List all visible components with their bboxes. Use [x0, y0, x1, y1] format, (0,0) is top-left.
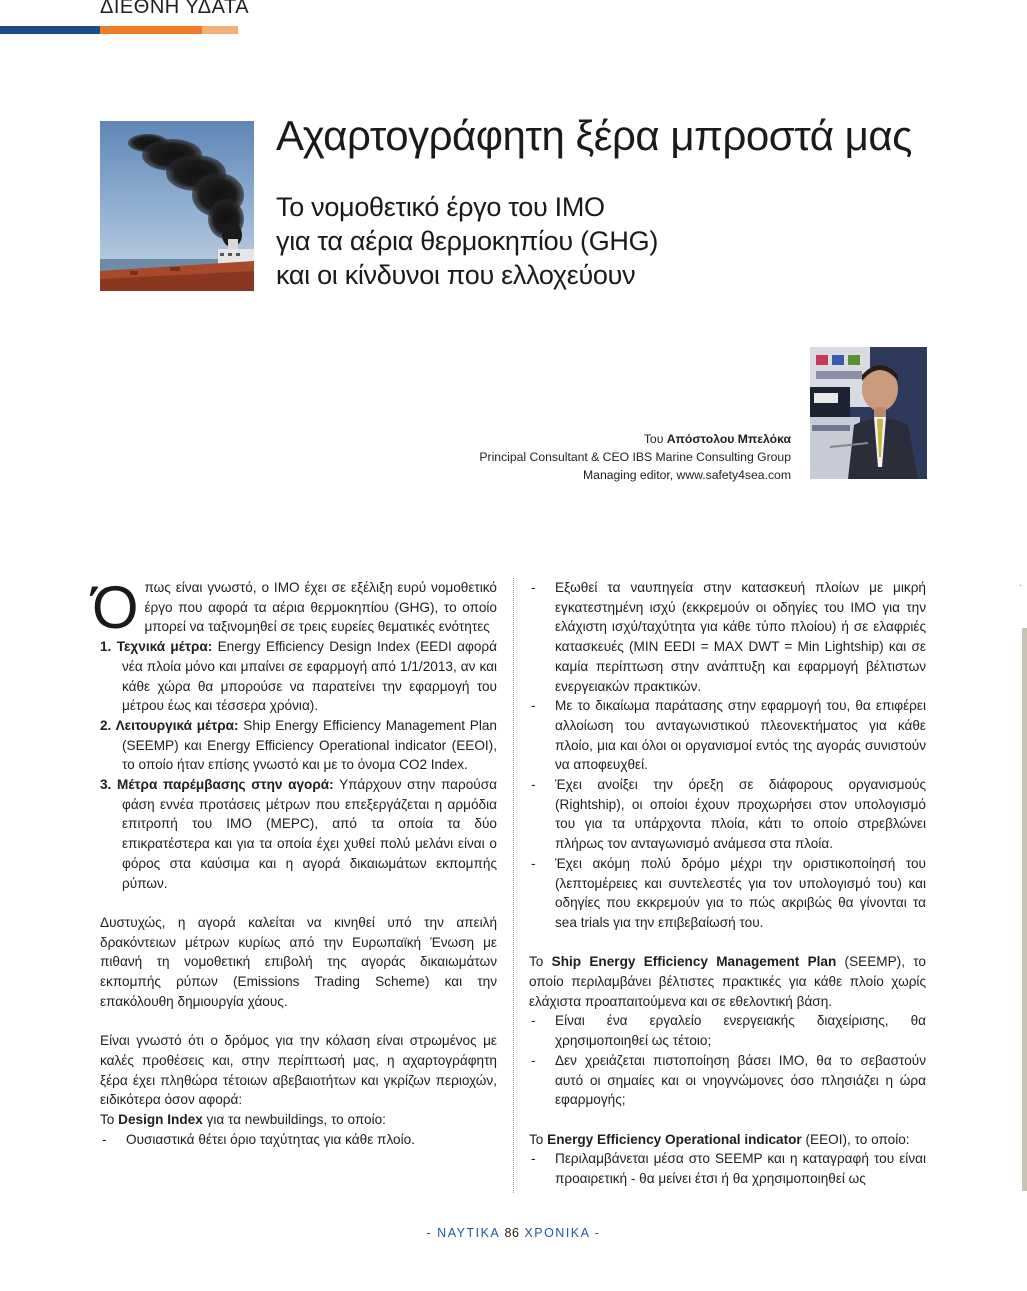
item-text: Ship Energy Efficiency Management Plan (SEEMP) και Energy Efficiency Operational indicator (EEOI), το οποίο ήταν επίσης γνωστό και με το όνομα CO2 Index. [122, 717, 497, 773]
eeoi-prefix: Το [529, 1131, 548, 1147]
dash-item [529, 1011, 926, 1050]
dash-item [529, 1149, 926, 1188]
numbered-item [100, 775, 497, 893]
subtitle-line: Το νομοθετικό έργο του ΙΜΟ [276, 192, 605, 222]
item-label: Λειτουργικά μέτρα: [115, 717, 239, 733]
header-rule-orange [100, 26, 202, 34]
edge-tick: · [1019, 580, 1023, 591]
dash-item [529, 1051, 926, 1110]
dash-item [529, 696, 926, 775]
paragraph-3: Είναι γνωστό ότι ο δρόμος για την κόλαση είναι στρωμένος με καλές προθέσεις και, στην περίπτωσή μας, η αχαρτογράφητη ξέρα έχει πληθώρα τέτοιων αβεβαιοτήτων και γκρίζων περιοχών, ειδικότερα όσον αφορά: [100, 1033, 497, 1108]
paragraph-gap [100, 893, 497, 913]
dash-marker: - [531, 698, 536, 714]
item-number: 3. [100, 777, 118, 793]
item-text: Υπάρχουν στην παρούσα φάση εννέα προτάσεις μέτρων που επεξεργάζεται η αρμόδια επιτροπή του ΙΜΟ (MEPC), από τα οποία τα δύο επικρατέστερα και για τα οποία έχει χυθεί πολύ μελάνι είναι ο φόρος στα καύσιμα και η αγορά δικαιωμάτων εκπομπής ρύπων. [122, 777, 497, 891]
item-label: Τεχνικά μέτρα: [116, 639, 213, 655]
item-text: Energy Efficiency Design Index (EEDI αφορά νέα πλοία μόνο και μπαίνει σε εφαρμογή από 1/1/2013, αν και κάθε χώρα θα μπορούσε να παρατείνει την εφαρμογή του μέτρου έως και τέσσερα χρόνια). [122, 639, 497, 714]
ship-smoke-photo [100, 121, 254, 291]
header-rule-light [202, 26, 238, 34]
dash-text: Περιλαμβάνεται μέσα στο SEEMP και η καταγραφή του είναι προαιρετική - θα μείνει έτσι ή θα χρησιμοποιηθεί ως [555, 1151, 926, 1187]
byline [479, 430, 791, 484]
intro-text: πως είναι γνωστό, ο ΙΜΟ έχει σε εξέλιξη ευρύ νομοθετικό έργο που αφορά τα αέρια θερμοκηπίου (GHG), το οποίο μπορεί να ταξινομηθεί σε τρεις ευρείες θεματικές ενότητες [144, 580, 497, 635]
design-prefix: Το [100, 1111, 119, 1127]
paragraph-gap [529, 1110, 926, 1130]
footer-right: ΧΡΟΝΙΚΑ - [519, 1226, 601, 1240]
dash-item [529, 854, 926, 933]
author-editor: Managing editor, www.safety4sea.com [583, 468, 791, 482]
left-column [92, 574, 497, 1149]
page-footer [0, 1226, 1027, 1240]
column-divider [513, 578, 514, 1193]
eeoi-label: Energy Efficiency Operational indicator [547, 1131, 802, 1147]
subtitle-line: και οι κίνδυνοι που ελλοχεύουν [276, 260, 636, 290]
author-name: Απόστολου Μπελόκα [666, 432, 791, 446]
author-role: Principal Consultant & CEO IBS Marine Consulting Group [479, 450, 791, 464]
numbered-item [100, 637, 497, 716]
dash-marker: - [531, 580, 536, 595]
design-index-label: Design Index [118, 1111, 203, 1127]
eeoi-suffix: (EEOI), το οποίο: [801, 1131, 910, 1147]
paragraph-2: Δυστυχώς, η αγορά καλείται να κινηθεί υπό την απειλή δρακόντειων μέτρων κυρίως από την Ευρωπαϊκή Ένωση με πιθανή τη νομοθετική επιβολή της αγοράς δικαιωμάτων εκπομπής ρύπων (Emissions Trading Scheme) και την επακόλουθη δημιουργία χάους. [100, 914, 497, 1009]
dash-text: Έχει ακόμη πολύ δρόμο μέχρι την οριστικοποίησή του (λεπτομέρειες και συντελεστές για τον υπολογισμό του) και οδηγίες που εκκρεμούν για το πώς ακριβώς θα γίνονται τα sea trials για την επιβεβαίωσή του. [555, 855, 926, 930]
author-photo [810, 347, 927, 479]
design-index-line [100, 1110, 497, 1130]
dash-item [529, 775, 926, 854]
article-subtitle [276, 190, 658, 292]
subtitle-line: για τα αέρια θερμοκηπίου (GHG) [276, 226, 659, 256]
dash-text: Έχει ανοίξει την όρεξη σε διάφορους οργανισμούς (Rightship), οι οποίοι έχουν προχωρήσει στον υπολογισμό του για τα υπάρχοντα πλοία, κάτι το οποίο στρεβλώνει πλήρως τον ανταγωνισμό ανάμεσα στα πλοία. [555, 777, 926, 852]
dash-marker: - [531, 855, 536, 871]
dash-item [100, 1130, 497, 1150]
dash-text: Με το δικαίωμα παράτασης στην εφαρμογή του, θα επιφέρει αλλοίωση του ανταγωνιστικού πλεονεκτήματος για κάθε πλοίο, μια και όλοι οι οργανισμοί εντός της αγοράς συνιστούν να αποφευχθεί. [555, 698, 926, 773]
page-number: 86 [504, 1226, 520, 1240]
dash-text: Δεν χρειάζεται πιστοποίηση βάσει ΙΜΟ, θα το σεβαστούν αυτό οι σημαίες και οι νηογνώμονες όσο πλησιάζει η ώρα εφαρμογής; [555, 1052, 926, 1108]
paragraph-gap [529, 933, 926, 953]
item-number: 2. [100, 717, 116, 733]
paragraph-gap [100, 1011, 497, 1031]
footer-left: - ΝΑΥΤΙΚΑ [426, 1226, 505, 1240]
page-edge-strip [1022, 628, 1027, 1191]
seemp-prefix: Το [529, 954, 552, 970]
dash-text: Είναι ένα εργαλείο ενεργειακής διαχείρισης, θα χρησιμοποιηθεί ως τέτοιο; [555, 1013, 926, 1049]
dash-marker: - [531, 1052, 536, 1068]
dash-item [529, 578, 926, 696]
ship-smoke-illustration [100, 121, 254, 291]
dash-marker: - [102, 1131, 107, 1147]
section-label: ΔΙΕΘΝΗ ΥΔΑΤΑ [100, 0, 250, 18]
seemp-paragraph [529, 952, 926, 1011]
dash-marker: - [531, 777, 536, 793]
right-column [529, 578, 926, 1189]
dash-marker: - [531, 1151, 536, 1167]
dash-marker: - [531, 1013, 536, 1029]
design-suffix: για τα newbuildings, το οποίο: [202, 1111, 386, 1127]
article-title: Αχαρτογράφητη ξέρα μπροστά μας [276, 112, 912, 159]
dash-text: Εξωθεί τα ναυπηγεία στην κατασκευή πλοίων με μικρή εγκατεστημένη ισχύ (εκκρεμούν οι οδηγίες του ΙΜΟ για την ελάχιστη ισχύ/ταχύτητα για κάθε τύπο πλοίου) ή σε ελαφριές κατασκευές (MIN EEDI = MAX DWT = Min Lightship) και σε καμία περίπτωση στην ανάπτυξη και εφαρμογή βέλτιστων ενεργειακών πρακτικών. [555, 580, 926, 694]
seemp-label: Ship Energy Efficiency Management Plan [551, 954, 837, 970]
header-rule-blue [0, 26, 100, 34]
author-portrait [810, 347, 927, 479]
item-label: Μέτρα παρέμβασης στην αγορά: [117, 777, 334, 793]
numbered-item [100, 716, 497, 775]
byline-author [479, 430, 791, 448]
drop-cap: Ό [92, 574, 139, 641]
byline-prefix: Του [643, 432, 667, 446]
intro-paragraph [92, 574, 497, 641]
seemp-suffix: (SEEMP), το οποίο περιλαμβάνει βέλτιστες πρακτικές για κάθε πλοίο χωρίς ελάχιστα προαπαιτούμενα και σε εθελοντική βάση. [529, 954, 926, 1009]
item-number: 1. [100, 639, 117, 655]
eeoi-line [529, 1130, 926, 1150]
dash-text: Ουσιαστικά θέτει όριο ταχύτητας για κάθε πλοίο. [126, 1131, 415, 1147]
